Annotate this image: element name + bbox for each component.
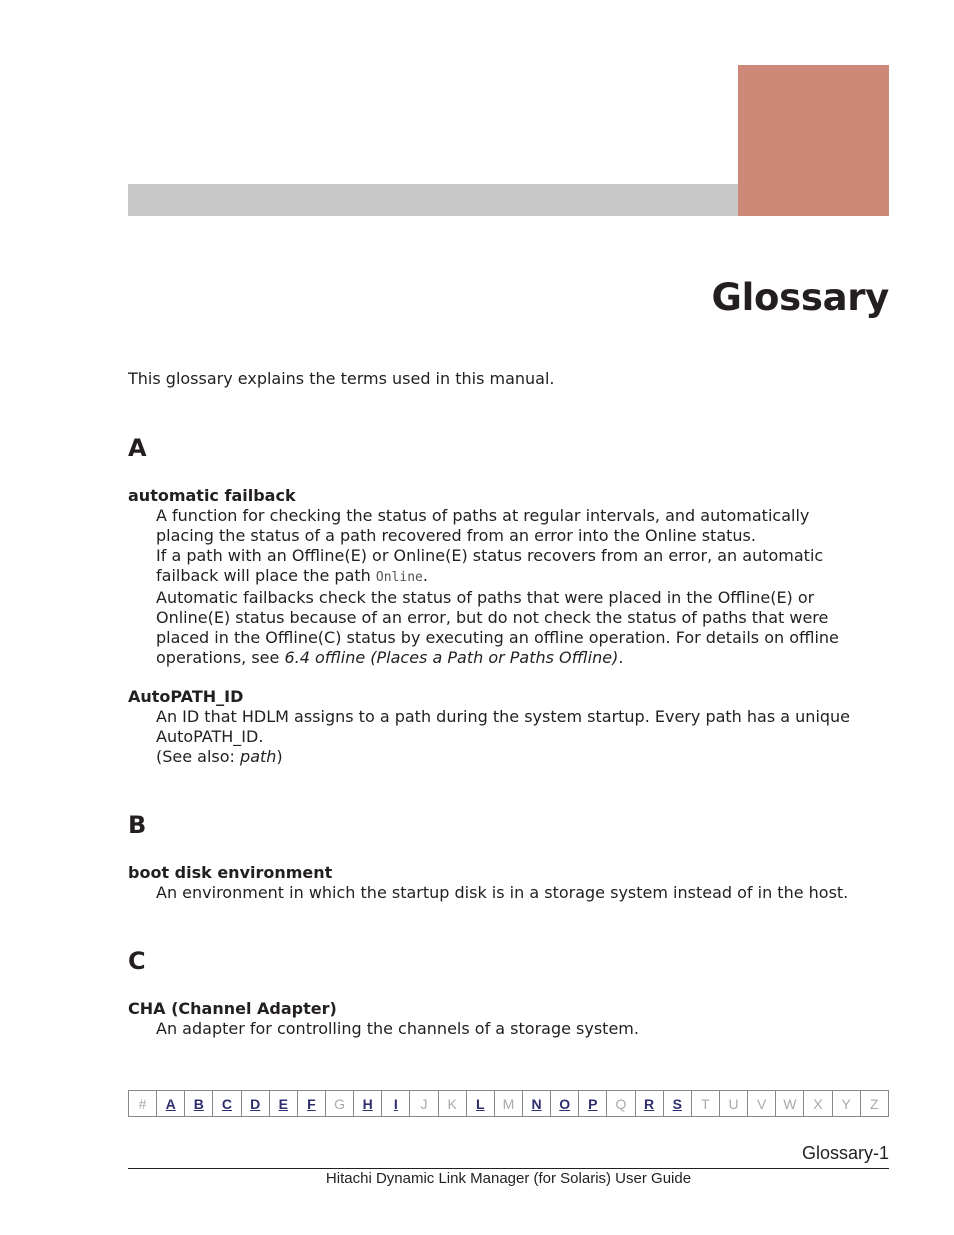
definition-line: A function for checking the status of paths at regular intervals, and automatically — [156, 506, 810, 525]
alpha-index-n[interactable]: N — [522, 1091, 550, 1116]
page-title: Glossary — [711, 276, 889, 319]
alpha-index-j: J — [409, 1091, 437, 1116]
alpha-index-b[interactable]: B — [184, 1091, 212, 1116]
code-online: Online — [375, 570, 423, 585]
term-name: boot disk environment — [128, 863, 333, 882]
alpha-index-u: U — [719, 1091, 747, 1116]
page-number: Glossary-1 — [801, 1143, 889, 1163]
alpha-index-d[interactable]: D — [241, 1091, 269, 1116]
alpha-index-k: K — [438, 1091, 466, 1116]
alpha-index-h[interactable]: H — [353, 1091, 381, 1116]
definition-line: An adapter for controlling the channels of a storage system. — [156, 1019, 639, 1038]
footer-divider — [128, 1168, 889, 1169]
alpha-index-w: W — [775, 1091, 803, 1116]
alpha-index-g: G — [325, 1091, 353, 1116]
alpha-index-m: M — [494, 1091, 522, 1116]
definition-line: placed in the Offline(C) status by executing an offline operation. For details on offline — [156, 628, 839, 647]
alpha-index-c[interactable]: C — [212, 1091, 240, 1116]
definition-line: placing the status of a path recovered from an error into the Online status. — [156, 526, 756, 545]
term-automatic-failback — [128, 486, 889, 668]
alpha-index-l[interactable]: L — [466, 1091, 494, 1116]
cross-reference-link[interactable]: 6.4 offline (Places a Path or Paths Offline) — [284, 648, 619, 667]
header-accent-block — [738, 65, 889, 216]
alpha-index-y: Y — [832, 1091, 860, 1116]
definition-line — [156, 747, 889, 767]
definition-text: ) — [276, 747, 283, 766]
definition-text: failback will place the path — [156, 566, 376, 585]
definition-line: AutoPATH_ID. — [156, 727, 264, 746]
footer-doc-title: Hitachi Dynamic Link Manager (for Solaris) User Guide — [325, 1170, 692, 1187]
definition-line: Online(E) status because of an error, but do not check the status of paths that were — [156, 608, 829, 627]
alpha-index-r[interactable]: R — [635, 1091, 663, 1116]
alpha-index-q: Q — [606, 1091, 634, 1116]
definition-text: (See also: — [156, 747, 241, 766]
definition-text: operations, see — [156, 648, 285, 667]
definition-line — [156, 566, 889, 588]
term-name: automatic failback — [128, 486, 296, 505]
term-cha — [128, 999, 889, 1039]
see-also-link[interactable]: path — [240, 747, 277, 766]
definition-line: An environment in which the startup disk is in a storage system instead of in the host. — [156, 883, 849, 902]
definition-line — [156, 648, 889, 668]
alpha-index-t: T — [691, 1091, 719, 1116]
alphabet-index-nav — [128, 1090, 889, 1117]
section-letter-a: A — [128, 434, 147, 462]
definition-line: An ID that HDLM assigns to a path during the system startup. Every path has a unique — [156, 707, 851, 726]
alpha-index-o[interactable]: O — [550, 1091, 578, 1116]
section-letter-c: C — [128, 947, 146, 975]
definition-text: . — [422, 566, 428, 585]
term-autopath-id — [128, 687, 889, 767]
alpha-index-hash: # — [138, 1095, 147, 1112]
definition-text: . — [618, 648, 624, 667]
alpha-index-f[interactable]: F — [297, 1091, 325, 1116]
definition-line: If a path with an Offline(E) or Online(E) status recovers from an error, an automatic — [156, 546, 824, 565]
term-name: AutoPATH_ID — [128, 687, 244, 706]
alpha-index-z: Z — [860, 1091, 888, 1116]
term-boot-disk-environment — [128, 863, 889, 903]
alpha-index-v: V — [747, 1091, 775, 1116]
term-name: CHA (Channel Adapter) — [128, 999, 337, 1018]
alpha-index-i[interactable]: I — [381, 1091, 409, 1116]
alpha-index-e[interactable]: E — [269, 1091, 297, 1116]
alpha-index-x: X — [803, 1091, 831, 1116]
alpha-index-s[interactable]: S — [663, 1091, 691, 1116]
alpha-index-p[interactable]: P — [578, 1091, 606, 1116]
alpha-index-a[interactable]: A — [156, 1091, 184, 1116]
intro-text: This glossary explains the terms used in this manual. — [128, 369, 555, 388]
header-gray-band — [128, 184, 739, 216]
section-letter-b: B — [128, 811, 147, 839]
definition-line: Automatic failbacks check the status of paths that were placed in the Offline(E) or — [156, 588, 815, 607]
